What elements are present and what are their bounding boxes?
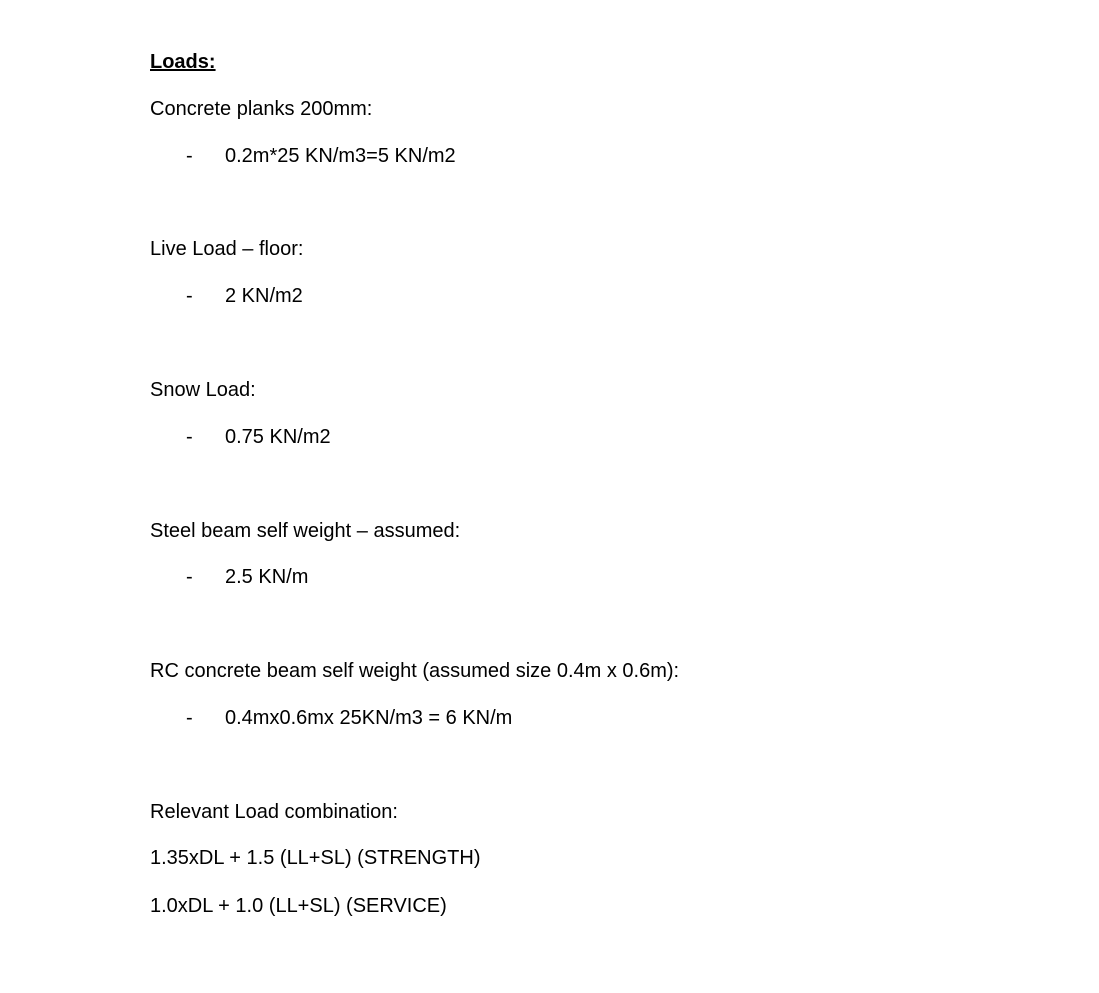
section-title-rc-beam: RC concrete beam self weight (assumed size 0.4m x 0.6m): bbox=[150, 660, 680, 682]
section-title-live-load: Live Load – floor: bbox=[150, 238, 304, 260]
combination-service: 1.0xDL + 1.0 (LL+SL) (SERVICE) bbox=[150, 895, 447, 917]
bullet-marker: - bbox=[186, 566, 193, 588]
bullet-marker: - bbox=[186, 285, 193, 307]
bullet-marker: - bbox=[186, 426, 193, 448]
bullet-text: 2.5 KN/m bbox=[225, 566, 309, 588]
combination-title: Relevant Load combination: bbox=[150, 801, 398, 823]
bullet-text: 0.2m*25 KN/m3=5 KN/m2 bbox=[225, 145, 456, 167]
bullet-text: 0.75 KN/m2 bbox=[225, 426, 331, 448]
bullet-concrete-planks bbox=[186, 143, 456, 169]
section-title-snow-load: Snow Load: bbox=[150, 379, 256, 401]
bullet-marker: - bbox=[186, 707, 193, 729]
bullet-text: 2 KN/m2 bbox=[225, 285, 303, 307]
bullet-live-load bbox=[186, 283, 303, 309]
bullet-text: 0.4mx0.6mx 25KN/m3 = 6 KN/m bbox=[225, 707, 513, 729]
combination-strength: 1.35xDL + 1.5 (LL+SL) (STRENGTH) bbox=[150, 847, 481, 869]
bullet-snow-load bbox=[186, 424, 331, 450]
loads-heading: Loads: bbox=[150, 51, 216, 73]
section-title-steel-beam: Steel beam self weight – assumed: bbox=[150, 520, 461, 542]
bullet-steel-beam bbox=[186, 564, 308, 590]
section-title-concrete-planks: Concrete planks 200mm: bbox=[150, 98, 373, 120]
bullet-marker: - bbox=[186, 145, 193, 167]
bullet-rc-beam bbox=[186, 705, 512, 731]
